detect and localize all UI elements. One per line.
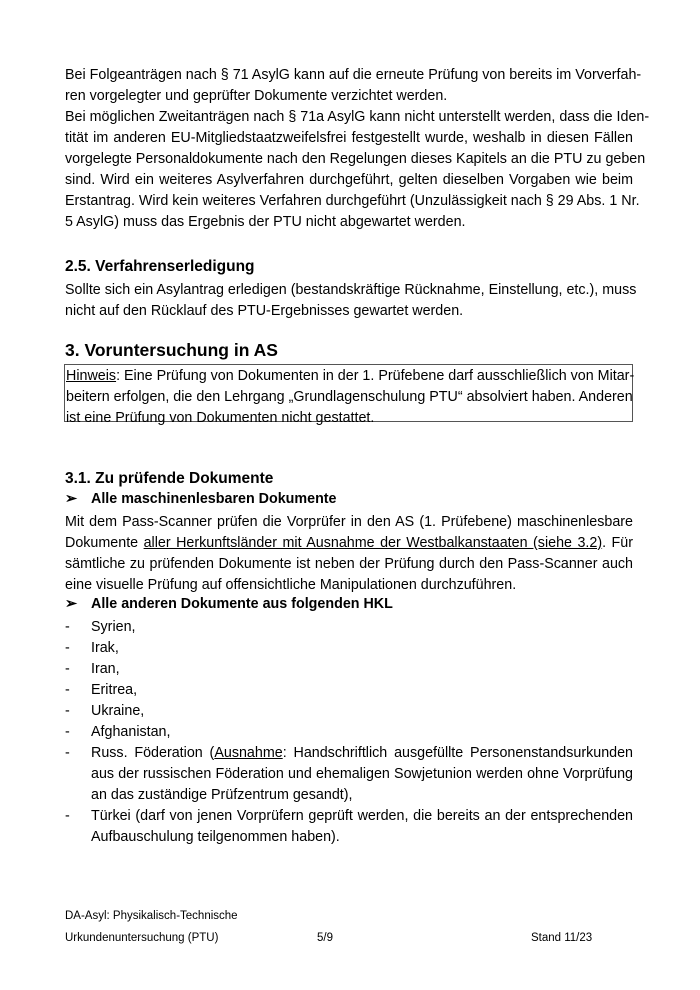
- text-fragment: : Handschriftlich ausgefüllte Personenstandsurkunden aus der russischen Föderation und ehemaligen Sowjetunion werden ohne Vorprüfung an das zuständige Prüfzentrum gesandt),: [91, 745, 633, 803]
- hinweis-label: Hinweis: [66, 368, 117, 384]
- text-fragment: Russ. Föderation (: [91, 745, 215, 761]
- arrow-bullet-icon: ➢: [65, 596, 77, 612]
- hinweis-line1-rest: : Eine Prüfung von Dokumenten in der 1. Prüfebene darf ausschließlich von Mitar-: [116, 368, 635, 384]
- text-line: beitern erfolgen, die den Lehrgang „Grundlagenschulung PTU“ absolviert haben. Anderen: [66, 389, 633, 405]
- list-item: - Eritrea,: [65, 680, 633, 701]
- hinweis-box: [64, 364, 635, 426]
- paragraph-zweitantraege: [65, 107, 650, 233]
- footer-title-line1: DA-Asyl: Physikalisch-Technische: [65, 910, 238, 922]
- text-line: [65, 533, 633, 554]
- list-item: - Afghanistan,: [65, 722, 633, 743]
- text-line: sämtliche zu prüfenden Dokumente ist neben der Prüfung durch den Pass-Scanner auch: [65, 556, 633, 572]
- bullet-andere-dokumente: [65, 596, 393, 612]
- text-line: Bei möglichen Zweitanträgen nach § 71a AsylG kann nicht unterstellt werden, dass die Iden-: [65, 109, 650, 125]
- ausnahme-label: Ausnahme: [214, 745, 283, 761]
- underlined-herkunftslaender: aller Herkunftsländer mit Ausnahme der Westbalkanstaaten (siehe 3.2): [143, 535, 603, 551]
- heading-3: 3. Voruntersuchung in AS: [65, 340, 278, 360]
- text-line: ist eine Prüfung von Dokumenten nicht gestattet.: [66, 410, 375, 426]
- text-line: eine visuelle Prüfung auf offensichtliche Manipulationen durchzuführen.: [65, 577, 517, 593]
- list-item: - Iran,: [65, 659, 633, 680]
- list-item: - Ukraine,: [65, 701, 633, 722]
- text-line: sind. Wird ein weiteres Asylverfahren durchgeführt, gelten dieselben Vorgaben wie beim: [65, 172, 633, 188]
- heading-3-1: 3.1. Zu prüfende Dokumente: [65, 470, 274, 487]
- list-item: - Irak,: [65, 638, 633, 659]
- text-line: tität im anderen EU-Mitgliedstaatzweifelsfrei festgestellt wurde, weshalb in diesen Fällen: [65, 130, 633, 146]
- footer-title-line2: Urkundenuntersuchung (PTU): [65, 932, 219, 944]
- paragraph-verfahrenserledigung: [65, 280, 637, 322]
- footer-stand: Stand 11/23: [531, 932, 593, 944]
- text-line: nicht auf den Rücklauf des PTU-Ergebnisses gewartet werden.: [65, 303, 464, 319]
- paragraph-pass-scanner: [65, 512, 633, 596]
- text-fragment: . Für: [602, 535, 633, 551]
- paragraph-folgeantraege: [65, 65, 642, 107]
- footer-page-number: 5/9: [317, 932, 333, 944]
- text-line: [66, 366, 635, 387]
- text-line: Sollte sich ein Asylantrag erledigen (bestandskräftige Rücknahme, Einstellung, etc.), muss: [65, 282, 637, 298]
- list-item-tuerkei: - Türkei (darf von jenen Vorprüfern geprüft werden, die bereits an der entsprechenden Aufbauschulung teilgenommen haben).: [65, 806, 633, 848]
- bullet-maschinenlesbar: [65, 491, 337, 507]
- list-item: - Syrien,: [65, 617, 633, 638]
- text-line: Erstantrag. Wird kein weiteres Verfahren durchgeführt (Unzulässigkeit nach § 29 Abs. 1 Nr.: [65, 193, 640, 209]
- text-line: Mit dem Pass-Scanner prüfen die Vorprüfer in den AS (1. Prüfebene) maschinenlesbare: [65, 514, 633, 530]
- hinweis-text: [66, 366, 635, 429]
- text-line: Bei Folgeanträgen nach § 71 AsylG kann auf die erneute Prüfung von bereits im Vorverfah-: [65, 67, 642, 83]
- arrow-bullet-icon: ➢: [65, 491, 77, 507]
- text-line: ren vorgelegter und geprüfter Dokumente verzichtet werden.: [65, 88, 448, 104]
- bullet-label: Alle anderen Dokumente aus folgenden HKL: [91, 596, 393, 612]
- bullet-label: Alle maschinenlesbaren Dokumente: [91, 491, 337, 507]
- text-line: vorgelegte Personaldokumente nach den Regelungen dieses Kapitels an die PTU zu geben: [65, 151, 646, 167]
- list-item-russland: [65, 743, 633, 806]
- text-fragment: Dokumente: [65, 535, 144, 551]
- country-list: [65, 617, 633, 848]
- heading-2-5: 2.5. Verfahrenserledigung: [65, 258, 255, 275]
- text-line: 5 AsylG) muss das Ergebnis der PTU nicht abgewartet werden.: [65, 214, 466, 230]
